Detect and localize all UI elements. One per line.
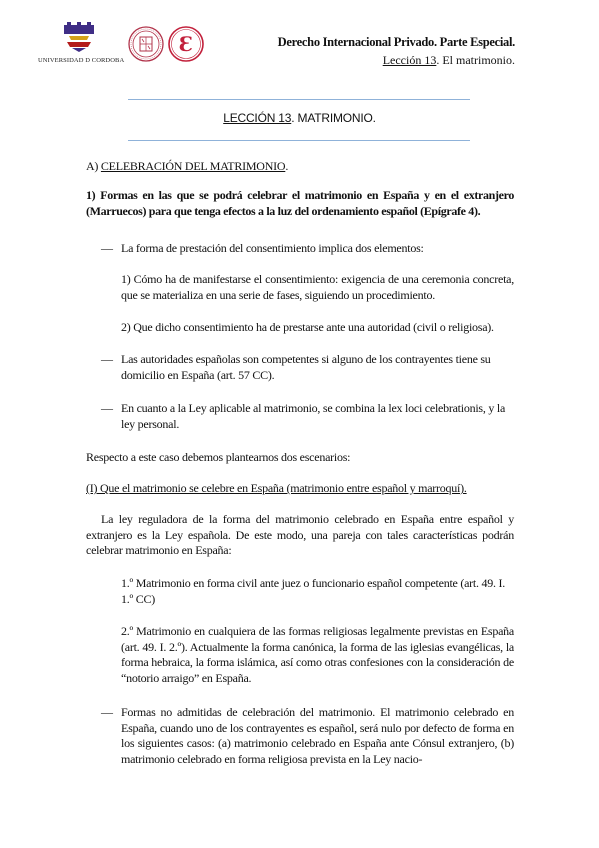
- bullet-dash: —: [101, 401, 113, 415]
- lesson-reference: [278, 53, 515, 68]
- course-title: Derecho Internacional Privado. Parte Especial.: [277, 35, 515, 49]
- bullet-dash: —: [101, 352, 113, 366]
- section-suffix: .: [285, 159, 289, 173]
- list-item: 2.º Matrimonio en cualquiera de las formas religiosas legalmente previstas en España (art. 49. I. 2.º). Actualmente la forma canónica, la forma de las iglesias evangélicas, la forma hebraica, la forma islámica, así como otras confesiones con la consideración de “notorio arraigo” en España.: [121, 624, 514, 685]
- lesson-ref-link: Lección 13: [382, 53, 437, 67]
- paragraph: Respecto a este caso debemos plantearnos dos escenarios:: [86, 450, 351, 464]
- subsection-heading: 1) Formas en las que se podrá celebrar el matrimonio en España y en el extranjero (Marruecos) para que tenga efectos a la luz del ordenamiento español (Epígrafe 4).: [86, 188, 514, 218]
- top-divider: [128, 99, 470, 100]
- bullet-text: Formas no admitidas de celebración del matrimonio. El matrimonio celebrado en España, cuando uno de los contrayentes es español, será nulo por defecto de forma en los siguientes casos: (a) matrimonio celebrado en España ante Cónsul extranjero, (b) matrimonio celebrado en forma religiosa prevista en la Ley nacio-: [121, 705, 514, 766]
- lesson-title-rest: . MATRIMONIO.: [291, 111, 376, 125]
- university-logo-text: UNIVERSIDAD D CORDOBA: [38, 57, 125, 64]
- lesson-title: [0, 111, 599, 125]
- paragraph: La ley reguladora de la forma del matrimonio celebrado en España entre español y extranjero es la Ley española. De este modo, una pareja con tales características podrán celebrar matrimonio en España:: [86, 512, 514, 557]
- section-heading: [86, 159, 288, 175]
- lesson-ref-rest: . El matrimonio.: [436, 53, 515, 67]
- seal-letter: Ɛ: [178, 32, 194, 56]
- bullet-text: En cuanto a la Ley aplicable al matrimonio, se combina la lex loci celebrationis, y la ley personal.: [121, 401, 506, 431]
- university-crest-icon: [61, 22, 97, 52]
- bullet-dash: —: [101, 241, 113, 255]
- section-prefix: A): [86, 159, 101, 173]
- bottom-divider: [128, 140, 470, 141]
- university-logo: [38, 22, 125, 64]
- sub-item: 1) Cómo ha de manifestarse el consentimiento: exigencia de una ceremonia concreta, que se materializa en una serie de fases, siguiendo un procedimiento.: [121, 272, 514, 302]
- scenario-heading: (I) Que el matrimonio se celebre en España (matrimonio entre español y marroquí).: [86, 481, 467, 495]
- association-seal-icon: [167, 26, 205, 62]
- section-label: CELEBRACIÓN DEL MATRIMONIO: [100, 159, 286, 173]
- faculty-seal-icon: [128, 26, 164, 62]
- bullet-text: Las autoridades españolas son competentes si alguno de los contrayentes tiene su domicilio en España (art. 57 CC).: [121, 352, 491, 382]
- lesson-title-number: LECCIÓN 13: [223, 111, 292, 125]
- document-header: [278, 35, 515, 68]
- list-item: 1.º Matrimonio en forma civil ante juez o funcionario español competente (art. 49. I. 1.º CC): [121, 576, 506, 606]
- bullet-text: La forma de prestación del consentimiento implica dos elementos:: [121, 241, 424, 255]
- bullet-dash: —: [101, 705, 113, 719]
- sub-item: 2) Que dicho consentimiento ha de prestarse ante una autoridad (civil o religiosa).: [121, 320, 494, 334]
